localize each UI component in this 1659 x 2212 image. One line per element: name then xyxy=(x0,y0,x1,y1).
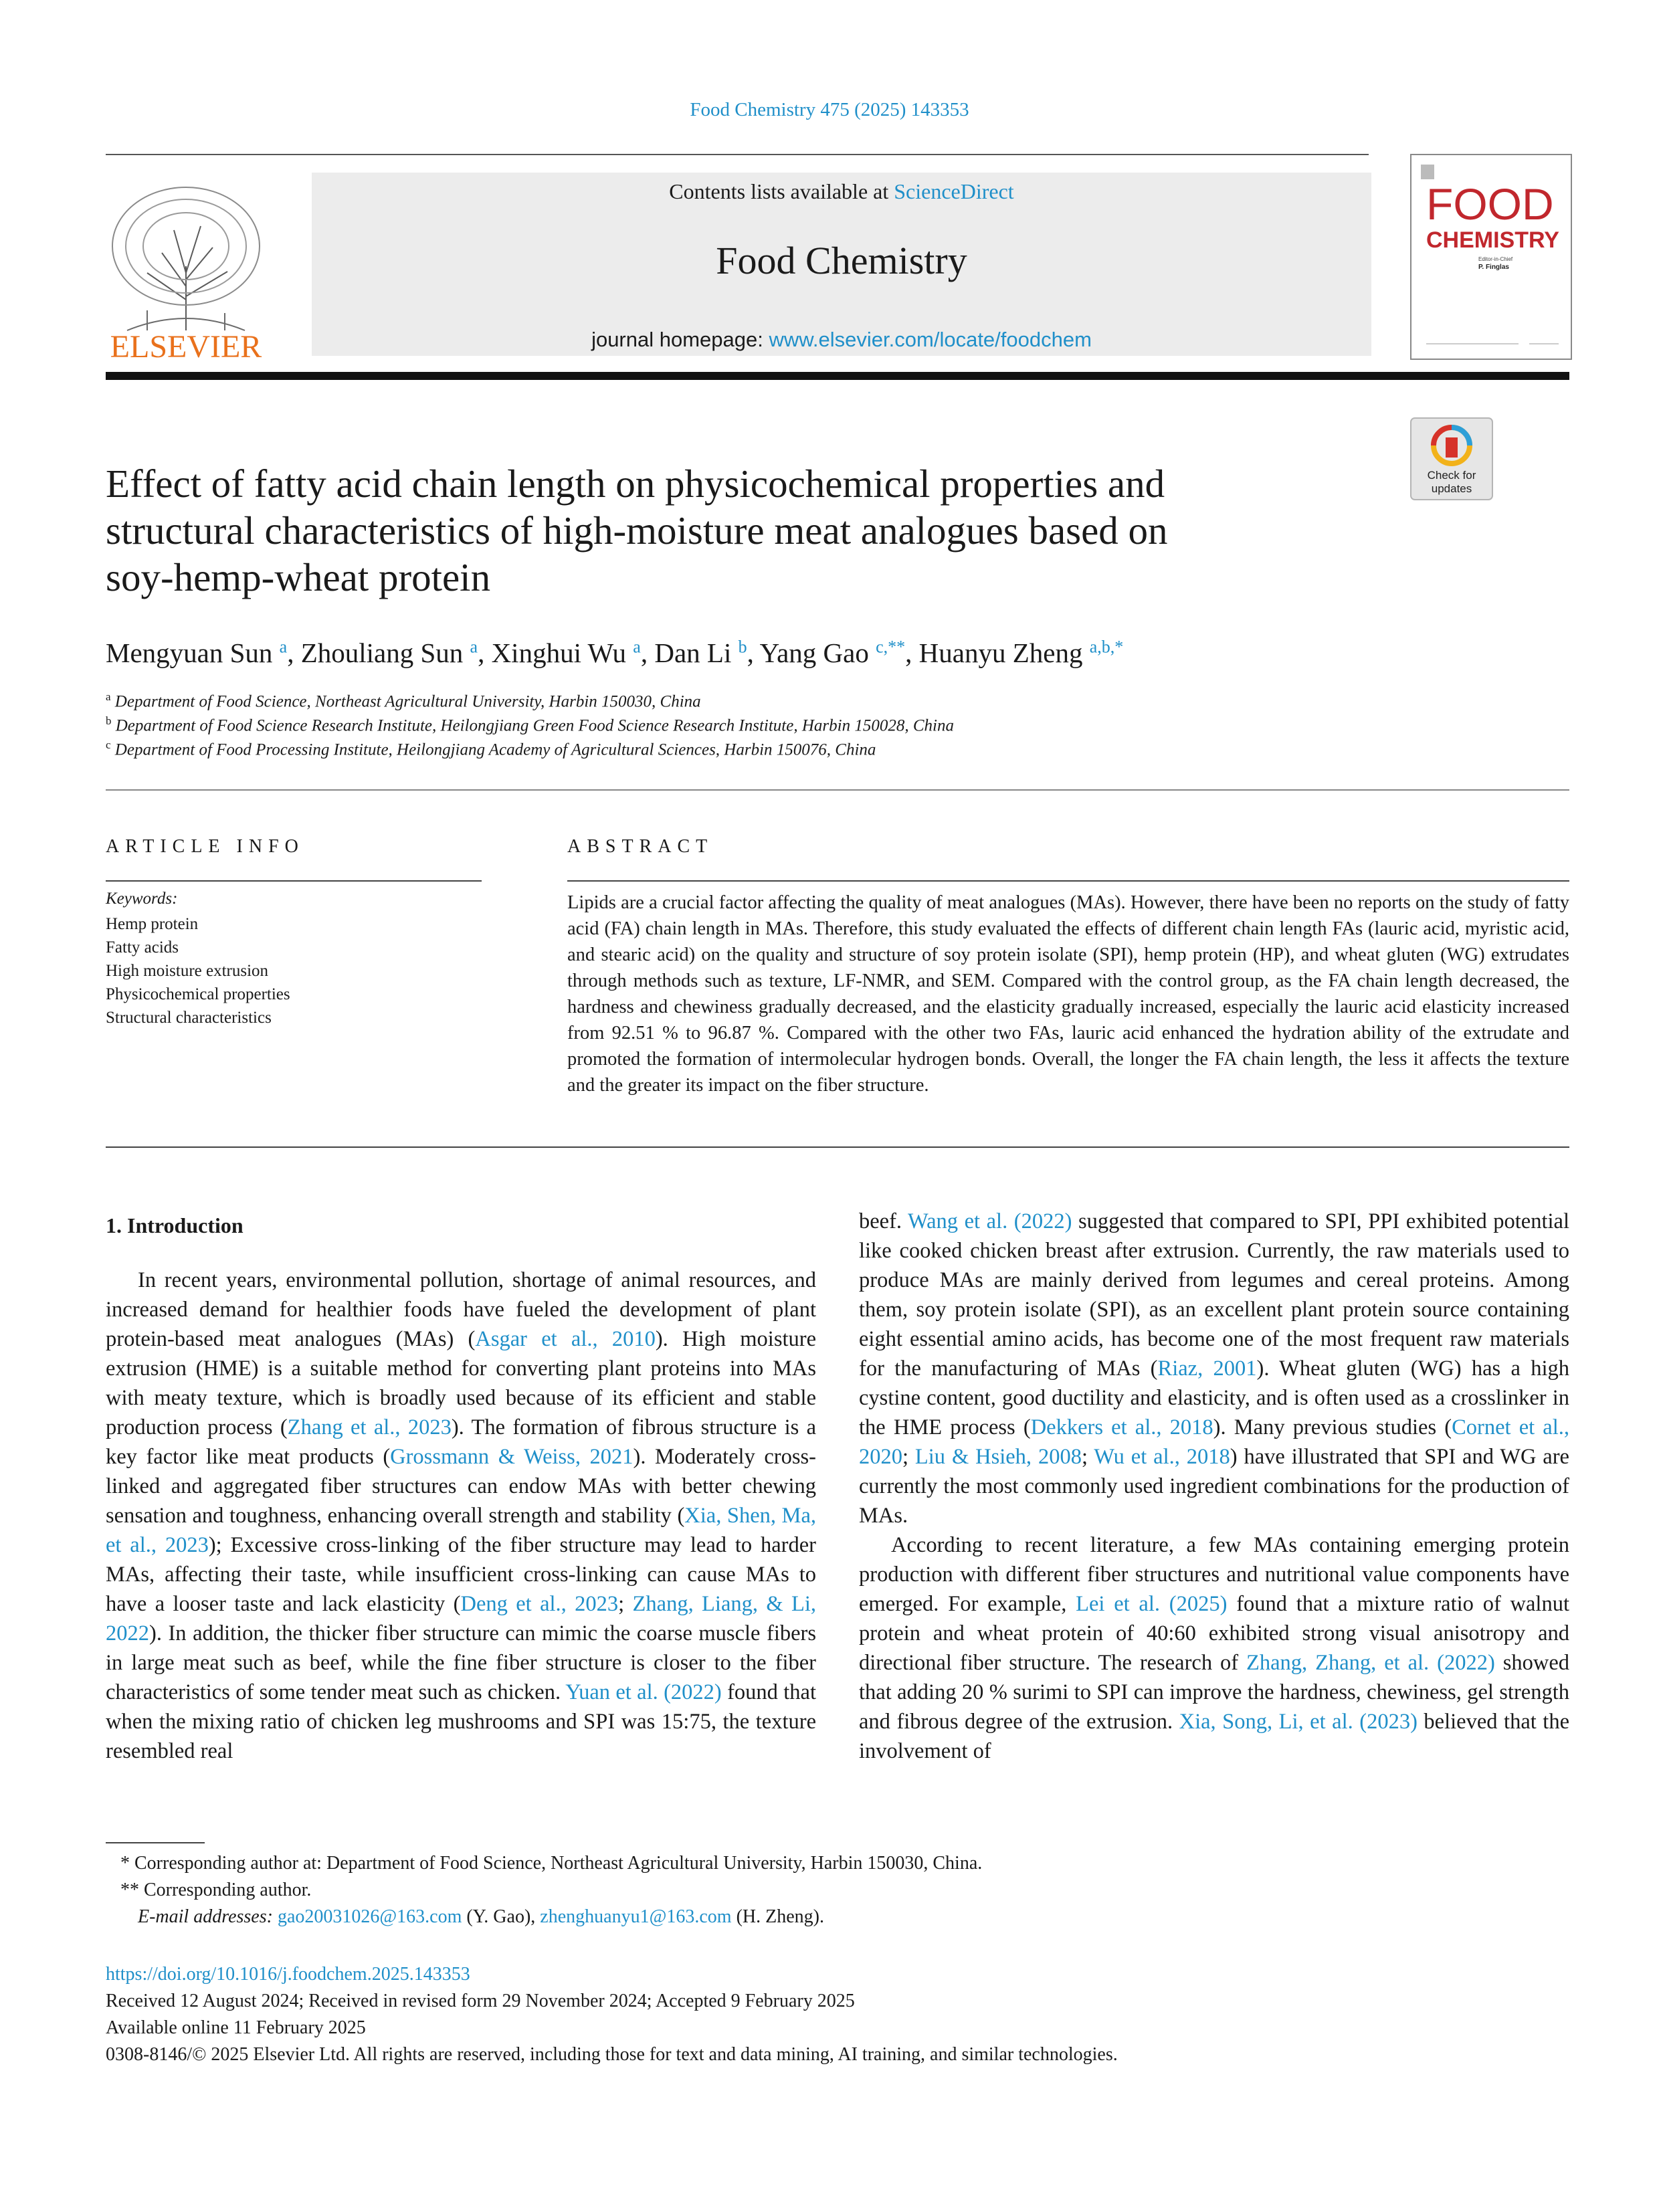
received-dates: Received 12 August 2024; Received in revised form 29 November 2024; Accepted 9 February 2025 xyxy=(106,1991,855,2011)
author-name[interactable]: Yang Gao xyxy=(759,637,869,668)
paragraph-text: ; xyxy=(902,1445,915,1469)
copyright-line: 0308-8146/© 2025 Elsevier Ltd. All rights are reserved, including those for text and data mining, AI training, and similar technologies. xyxy=(106,2044,1118,2065)
paragraph-text: ); Excessive cross-linking of the fiber structure may lead to harder MAs, affecting their taste, while insufficient cross-linking can cause MAs to have a looser taste and lack elasticity ( xyxy=(106,1533,816,1616)
paragraph-text: ) have illustrated that SPI and WG are currently the most commonly used ingredient combinations for the production of MAs. xyxy=(859,1445,1569,1528)
elsevier-logo[interactable] xyxy=(100,173,272,363)
paragraph-text: According to recent literature, a few MAs containing emerging protein production with different fiber structures and nutritional value components have emerged. For example, xyxy=(859,1533,1569,1616)
homepage-link[interactable]: www.elsevier.com/locate/foodchem xyxy=(769,328,1092,351)
author-name[interactable]: Mengyuan Sun xyxy=(106,637,273,668)
affiliation-rule xyxy=(106,789,1569,791)
svg-text:updates: updates xyxy=(1431,482,1472,495)
footnote-corresponding: * Corresponding author at: Department of Food Science, Northeast Agricultural University, Harbin 150030, China. xyxy=(120,1853,983,1874)
paragraph-text: found that a mixture ratio of walnut protein and wheat protein of 40:60 exhibited strong visual anisotropy and directional fiber structure. The research of xyxy=(859,1592,1569,1675)
journal-title: Food Chemistry xyxy=(716,239,967,282)
author-affiliation-marker[interactable]: a xyxy=(470,637,478,657)
abstract-heading: ABSTRACT xyxy=(567,836,714,857)
citation-link[interactable]: Zhang, Liang, & Li, 2022 xyxy=(106,1592,817,1645)
abstract-rule xyxy=(567,880,1569,882)
paragraph-text: ; xyxy=(1081,1445,1094,1469)
paragraph-text: showed that adding 20 % surimi to SPI can improve the hardness, chewiness, gel strength and fibrous degree of the extrusion. xyxy=(859,1651,1569,1734)
paragraph xyxy=(859,1530,1569,1766)
author-name[interactable]: Zhouliang Sun xyxy=(300,637,464,668)
keyword-list xyxy=(106,912,290,1029)
author-affiliation-marker[interactable]: a xyxy=(279,637,288,657)
keyword-item: Fatty acids xyxy=(106,938,179,957)
abstract-text: Lipids are a crucial factor affecting the quality of meat analogues (MAs). However, there have been no reports on the study of fatty acid (FA) chain length in MAs. Therefore, this study evaluated the effects of different chain length FAs (lauric acid, myristic acid, and stearic acid) on the quality and structure of soy protein isolate (SPI), hemp protein (HP), and wheat gluten (WG) extrudates through methods such as texture, LF-NMR, and SEM. Compared with the control group, as the FA chain length decreased, the hardness and chewiness gradually decreased, and the elasticity gradually increased, especially the lauric acid elasticity increased from 92.51 % to 96.87 %. Compared with the other two FAs, lauric acid enhanced the hydration ability of the extrudate and promoted the formation of intermolecular hydrogen bonds. Overall, the longer the FA chain length, the less it affects the texture and the greater its impact on the fiber structure. xyxy=(567,892,1569,1096)
citation-link[interactable]: Liu & Hsieh, 2008 xyxy=(914,1445,1082,1469)
citation-link[interactable]: Lei et al. (2025) xyxy=(1076,1592,1228,1616)
title-line-1: Effect of fatty acid chain length on physicochemical properties and xyxy=(106,462,1165,506)
citation-link[interactable]: Zhang et al., 2023 xyxy=(287,1415,452,1439)
paragraph-text: ). Wheat gluten (WG) has a high cystine content, good ductility and elasticity, and is often used as a crosslinker in the HME process ( xyxy=(859,1356,1569,1439)
elsevier-tree-icon xyxy=(100,173,272,363)
author-affiliation-marker[interactable]: c,** xyxy=(876,637,906,657)
author-separator: , xyxy=(478,637,492,668)
body-column-left xyxy=(106,1266,816,1766)
keyword-item: Structural characteristics xyxy=(106,1009,272,1027)
keyword-item: Hemp protein xyxy=(106,915,199,933)
svg-text:P. Finglas: P. Finglas xyxy=(1478,264,1509,271)
author-name[interactable]: Xinghui Wu xyxy=(491,637,627,668)
citation-link[interactable]: Xia, Shen, Ma, et al., 2023 xyxy=(106,1504,817,1557)
author-affiliation-marker[interactable]: a,b,* xyxy=(1089,637,1124,657)
available-online: Available online 11 February 2025 xyxy=(106,2017,366,2038)
title-line-3: soy-hemp-wheat protein xyxy=(106,555,491,599)
section-heading-introduction: 1. Introduction xyxy=(106,1213,243,1237)
citation-link[interactable]: Yuan et al. (2022) xyxy=(565,1680,722,1704)
paragraph-text: suggested that compared to SPI, PPI exhibited potential like cooked chicken breast after extrusion. Currently, the raw materials used to produce MAs are mainly derived from legumes and cereal proteins. Among them, soy protein isolate (SPI), as an excellent plant protein source containing eight essential amino acids, has become one of the most frequent raw materials for the manufacturing of MAs ( xyxy=(859,1209,1569,1381)
author-name[interactable]: Huanyu Zheng xyxy=(918,637,1083,668)
check-for-updates-icon xyxy=(1410,417,1493,500)
paragraph-text: ). The formation of fibrous structure is a key factor like meat products ( xyxy=(106,1415,817,1469)
citation-link[interactable]: Wang et al. (2022) xyxy=(908,1209,1072,1233)
homepage-line: journal homepage: www.elsevier.com/locate/foodchem xyxy=(591,328,1092,351)
svg-text:ELSEVIER: ELSEVIER xyxy=(110,329,262,363)
journal-reference[interactable]: Food Chemistry 475 (2025) 143353 xyxy=(690,99,969,120)
contents-line: Contents lists available at ScienceDirect xyxy=(669,179,1014,203)
body-column-right xyxy=(859,1207,1569,1766)
article-title xyxy=(106,460,1377,601)
keyword-item: High moisture extrusion xyxy=(106,962,269,980)
footnote-rule xyxy=(106,1842,205,1843)
citation-link[interactable]: Riaz, 2001 xyxy=(1157,1356,1257,1381)
crossmark-badge[interactable] xyxy=(1410,417,1493,500)
author-list xyxy=(106,637,1123,669)
keyword-item: Physicochemical properties xyxy=(106,985,290,1003)
journal-banner xyxy=(312,173,1371,356)
article-info-heading: ARTICLE INFO xyxy=(106,836,304,857)
affiliation-a: $^a$ Department of Food Science, Northeast Agricultural University, Harbin 150030, China xyxy=(106,690,701,711)
top-rule xyxy=(106,154,1369,155)
title-line-2: structural characteristics of high-moisture meat analogues based on xyxy=(106,508,1168,552)
paragraph-text: believed that the involvement of xyxy=(859,1710,1569,1763)
paragraph-text: ; xyxy=(618,1592,633,1616)
citation-link[interactable]: Zhang, Zhang, et al. (2022) xyxy=(1246,1651,1495,1675)
citation-link[interactable]: Wu et al., 2018 xyxy=(1094,1445,1230,1469)
author-separator: , xyxy=(287,637,301,668)
sciencedirect-link[interactable]: ScienceDirect xyxy=(894,179,1014,203)
author-separator: , xyxy=(905,637,919,668)
svg-text:Editor-in-Chief: Editor-in-Chief xyxy=(1478,256,1513,262)
paragraph-text: ). Moderately cross-linked and aggregated fiber structures can endow MAs with better chewing sensation and toughness, enhancing overall strength and stability ( xyxy=(106,1445,817,1528)
citation-link[interactable]: Dekkers et al., 2018 xyxy=(1030,1415,1213,1439)
paragraph-text: beef. xyxy=(859,1209,908,1233)
author-affiliation-marker[interactable]: a xyxy=(633,637,641,657)
author-separator: , xyxy=(747,637,760,668)
citation-link[interactable]: Deng et al., 2023 xyxy=(460,1592,619,1616)
citation-link[interactable]: Xia, Song, Li, et al. (2023) xyxy=(1179,1710,1418,1734)
journal-cover[interactable] xyxy=(1410,154,1572,360)
paragraph-text: found that when the mixing ratio of chicken leg mushrooms and SPI was 15:75, the texture resembled real xyxy=(106,1680,816,1763)
keywords-label: Keywords: xyxy=(106,890,178,908)
svg-text:CHEMISTRY: CHEMISTRY xyxy=(1426,227,1559,253)
article-info-rule xyxy=(106,880,482,882)
paragraph xyxy=(859,1207,1569,1530)
affiliation-c: $^c$ Department of Food Processing Institute, Heilongjiang Academy of Agricultural Sciences, Harbin 150076, China xyxy=(106,738,876,759)
abstract-bottom-rule xyxy=(106,1146,1569,1148)
citation-link[interactable]: Grossmann & Weiss, 2021 xyxy=(390,1445,633,1469)
paragraph-text: ). High moisture extrusion (HME) is a suitable method for converting plant proteins into MAs with meaty texture, which is broadly used because of its efficient and stable production process ( xyxy=(106,1327,816,1439)
footnote-corresponding-2: ** Corresponding author. xyxy=(120,1880,312,1900)
svg-text:Check for: Check for xyxy=(1427,469,1476,482)
author-separator: , xyxy=(640,637,655,668)
journal-cover-image xyxy=(1411,155,1571,359)
paragraph-text: In recent years, environmental pollution, shortage of animal resources, and increased demand for healthier foods have fueled the development of plant protein-based meat analogues (MAs) ( xyxy=(106,1268,816,1351)
paragraph-text: ). Many previous studies ( xyxy=(1213,1415,1452,1439)
paragraph xyxy=(106,1266,816,1766)
doi-link[interactable]: https://doi.org/10.1016/j.foodchem.2025.143353 xyxy=(106,1964,470,1985)
paragraph-text: ). In addition, the thicker fiber structure can mimic the coarse muscle fibers in large meat such as beef, while the fine fiber structure is closer to the fiber characteristics of some tender meat such as chicken. xyxy=(106,1621,816,1704)
email-link-zheng[interactable]: zhenghuanyu1@163.com xyxy=(540,1906,732,1927)
email-link-gao[interactable]: gao20031026@163.com xyxy=(277,1906,462,1927)
affiliation-b: $^b$ Department of Food Science Research Institute, Heilongjiang Green Food Science Research Institute, Harbin 150028, China xyxy=(106,714,954,735)
svg-text:FOOD: FOOD xyxy=(1426,179,1554,229)
citation-link[interactable]: Asgar et al., 2010 xyxy=(475,1327,656,1351)
citation-link[interactable]: Cornet et al., 2020 xyxy=(859,1415,1570,1469)
header-thick-rule xyxy=(106,372,1569,380)
footnote-emails: E-mail addresses: gao20031026@163.com (Y. Gao), zhenghuanyu1@163.com (H. Zheng). xyxy=(138,1906,824,1927)
author-name[interactable]: Dan Li xyxy=(654,637,732,668)
author-affiliation-marker[interactable]: b xyxy=(738,637,747,657)
